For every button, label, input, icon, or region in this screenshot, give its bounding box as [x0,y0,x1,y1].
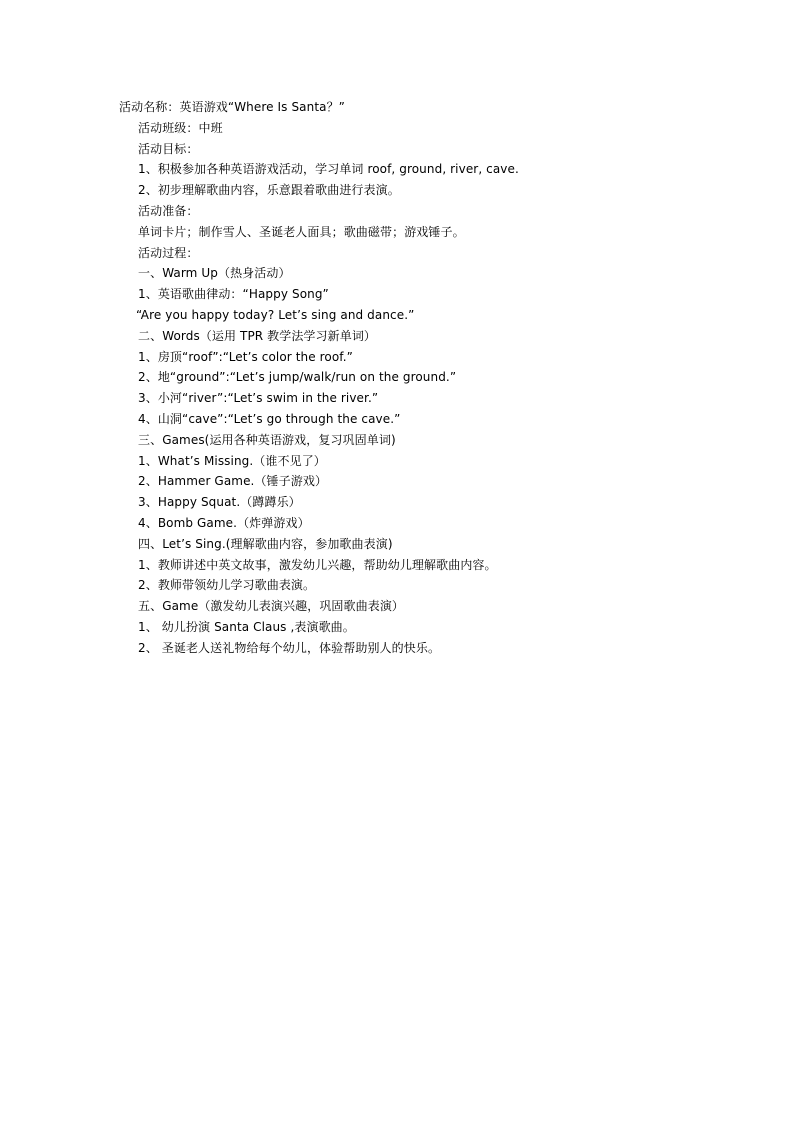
document-body [119,97,679,659]
words-item: 1、房顶“roof”:“Let’s color the roof.” [138,349,353,364]
section-heading-sing: 四、Let’s Sing.(理解歌曲内容，参加歌曲表演) [138,536,393,551]
games-item: 1、What’s Missing.（谁不见了） [138,453,326,468]
games-item: 3、Happy Squat.（蹲蹲乐） [138,495,301,510]
words-item: 3、小河“river”:“Let’s swim in the river.” [138,391,379,406]
section-heading-words: 二、Words（运用 TPR 教学法学习新单词） [138,328,377,343]
games-item: 2、Hammer Game.（锤子游戏） [138,474,328,489]
games-item: 4、Bomb Game.（炸弹游戏） [138,515,310,530]
words-item: 4、山洞“cave”:“Let’s go through the cave.” [138,411,401,426]
game-item: 1、 幼儿扮演 Santa Claus ,表演歌曲。 [138,619,355,634]
goal-item: 2、初步理解歌曲内容，乐意跟着歌曲进行表演。 [138,183,400,198]
goals-heading: 活动目标： [138,141,199,156]
words-item: 2、地“ground”:“Let’s jump/walk/run on the ground.” [138,370,457,385]
warmup-item: 1、英语歌曲律动：“Happy Song” [138,287,329,302]
warmup-song-lyric: “Are you happy today? Let’s sing and dance.” [136,307,415,322]
section-heading-game: 五、Game（激发幼儿表演兴趣，巩固歌曲表演） [138,599,405,614]
section-heading-games: 三、Games(运用各种英语游戏，复习巩固单词) [138,432,396,447]
sing-item: 2、教师带领幼儿学习歌曲表演。 [138,578,316,593]
process-heading: 活动过程： [138,245,199,260]
activity-title: 活动名称：英语游戏“Where Is Santa？” [119,100,345,114]
preparation-text: 单词卡片；制作雪人、圣诞老人面具；歌曲磁带；游戏锤子。 [138,224,465,239]
sing-item: 1、教师讲述中英文故事，激发幼儿兴趣，帮助幼儿理解歌曲内容。 [138,557,497,572]
goal-item: 1、积极参加各种英语游戏活动，学习单词 roof, ground, river, cave. [138,162,519,177]
preparation-heading: 活动准备： [138,203,199,218]
section-heading-warmup: 一、Warm Up（热身活动） [138,266,291,281]
activity-class: 活动班级：中班 [138,120,223,135]
game-item: 2、 圣诞老人送礼物给每个幼儿，体验帮助别人的快乐。 [138,640,441,655]
